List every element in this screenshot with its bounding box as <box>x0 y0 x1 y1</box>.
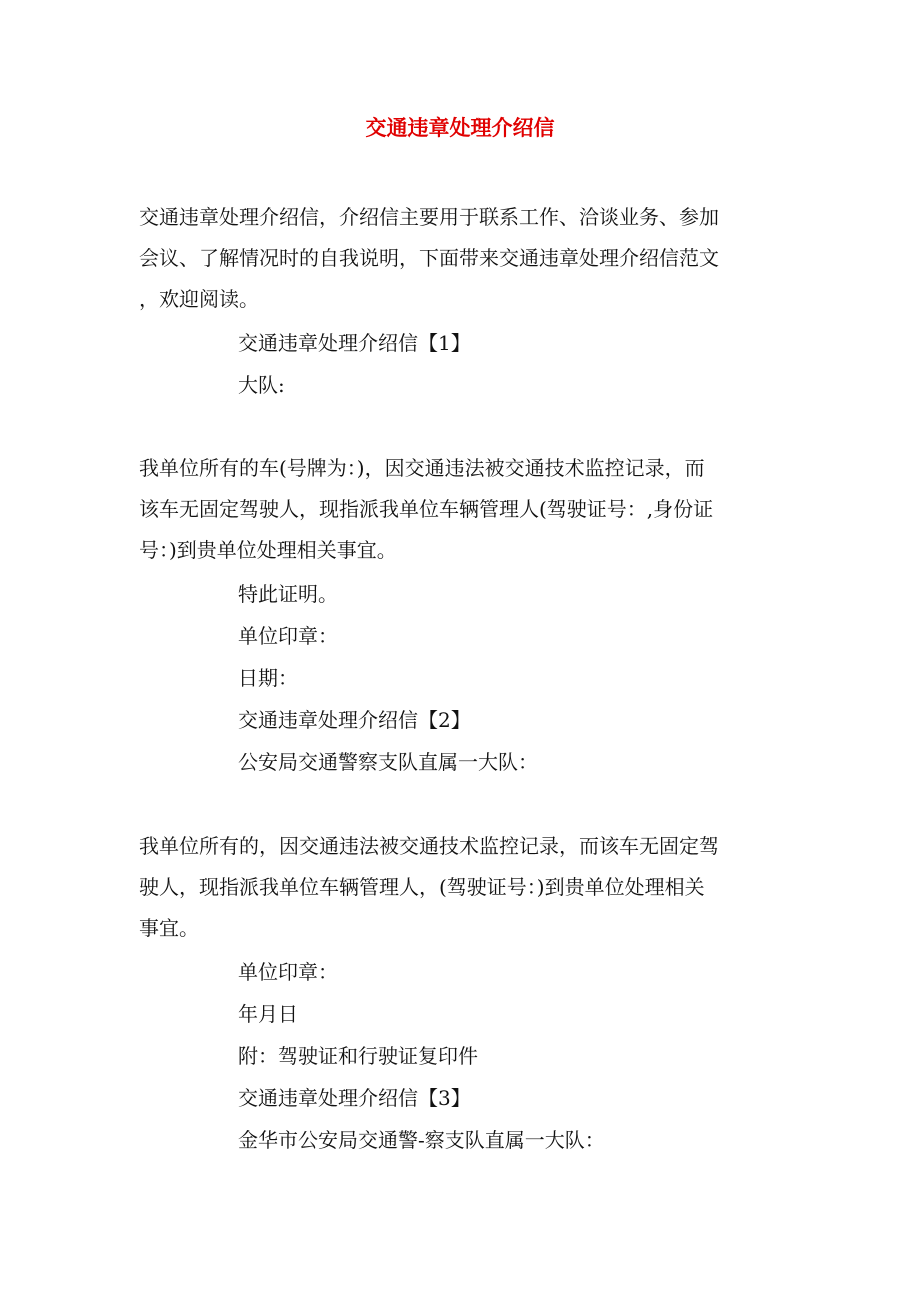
letter2-attachment: 附：驾驶证和行驶证复印件 <box>238 1044 478 1068</box>
letter2-date: 年月日 <box>238 1002 298 1026</box>
letter1-body-line-2: 该车无固定驾驶人，现指派我单位车辆管理人(驾驶证号：,身份证 <box>139 497 714 521</box>
letter1-closing: 特此证明。 <box>238 582 338 606</box>
intro-line-3: ，欢迎阅读。 <box>139 287 259 311</box>
letter1-date: 日期： <box>238 666 298 690</box>
letter2-seal: 单位印章： <box>238 960 338 984</box>
letter1-heading: 交通违章处理介绍信【1】 <box>238 331 471 355</box>
letter3-recipient: 金华市公安局交通警-察支队直属一大队： <box>238 1128 605 1152</box>
letter2-body-line-3: 事宜。 <box>139 916 199 940</box>
letter2-recipient: 公安局交通警察支队直属一大队： <box>238 750 538 774</box>
letter1-body-line-1: 我单位所有的车(号牌为：)，因交通违法被交通技术监控记录，而 <box>139 456 705 480</box>
page-title: 交通违章处理介绍信 <box>365 115 555 140</box>
letter1-recipient: 大队: <box>238 373 285 397</box>
letter2-body-line-1: 我单位所有的，因交通违法被交通技术监控记录，而该车无固定驾 <box>139 834 719 858</box>
letter2-heading: 交通违章处理介绍信【2】 <box>238 708 471 732</box>
letter1-body-line-3: 号：)到贵单位处理相关事宜。 <box>139 538 397 562</box>
letter2-body-line-2: 驶人，现指派我单位车辆管理人，(驾驶证号：)到贵单位处理相关 <box>139 875 705 899</box>
intro-line-2: 会议、了解情况时的自我说明，下面带来交通违章处理介绍信范文 <box>139 246 719 270</box>
letter1-seal: 单位印章： <box>238 624 338 648</box>
intro-line-1: 交通违章处理介绍信，介绍信主要用于联系工作、洽谈业务、参加 <box>139 205 719 229</box>
letter3-heading: 交通违章处理介绍信【3】 <box>238 1086 471 1110</box>
